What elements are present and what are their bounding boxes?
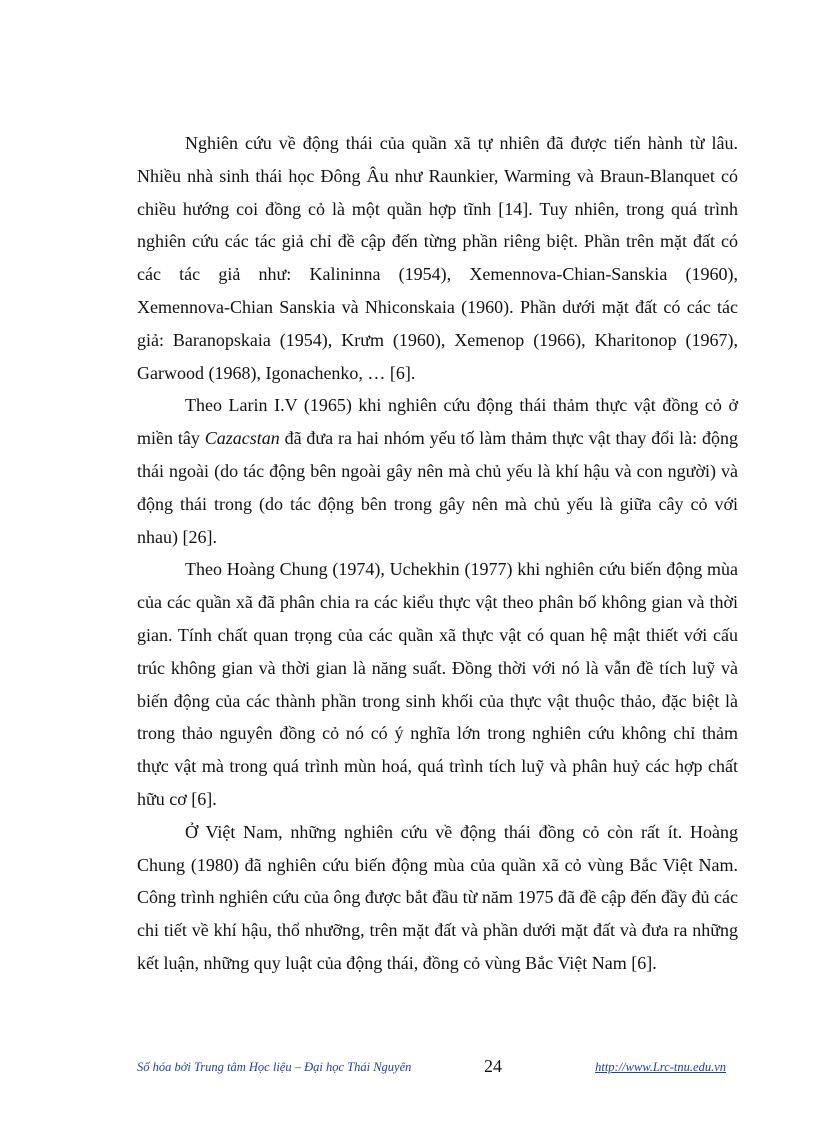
body-text <box>137 127 738 980</box>
page-footer <box>137 1056 738 1080</box>
italic-term-cazacstan: Cazacstan <box>204 428 280 449</box>
paragraph-1: Nghiên cứu về động thái của quần xã tự nhiên đã được tiến hành từ lâu. Nhiều nhà sinh thái học Đông Âu như Raunkier, Warming và Braun-Blanquet có chiều hướng coi đồng cỏ là một quần hợp tĩnh [14]. Tuy nhiên, trong quá trình nghiên cứu các tác giả chỉ đề cập đến từng phần riêng biệt. Phần trên mặt đất có các tác giả như: Kalininna (1954), Xemennova-Chian-Sanskia (1960), Xemennova-Chian Sanskia và Nhiconskaia (1960). Phần dưới mặt đất có các tác giả: Baranopskaia (1954), Krưm (1960), Xemenop (1966), Kharitonop (1967), Garwood (1968), Igonachenko, … [6]. <box>137 133 738 383</box>
footer-url-link[interactable]: http://www.Lrc-tnu.edu.vn <box>595 1060 726 1074</box>
paragraph-2 <box>137 389 738 553</box>
paragraph-2-lead: Theo Larin I.V (1965) khi nghiên cứu động thái thảm thực vật đồng cỏ ở miền tây <box>137 395 738 449</box>
footer-source: Số hóa bởi Trung tâm Học liệu – Đại học Thái Nguyên <box>137 1060 412 1074</box>
paragraph-3: Theo Hoàng Chung (1974), Uchekhin (1977) khi nghiên cứu biến động mùa của các quần xã đã phân chia ra các kiểu thực vật theo phân bố không gian và thời gian. Tính chất quan trọng của các quần xã thực vật có quan hệ mật thiết với cấu trúc không gian và thời gian là năng suất. Đồng thời với nó là vẫn đề tích luỹ và biến động của các thành phần trong sinh khối của thực vật thuộc thảo, đặc biệt là trong thảo nguyên đồng cỏ nó có ý nghĩa lớn trong nghiên cứu không chỉ thảm thực vật mà trong quá trình mùn hoá, quá trình tích luỹ và phân huỷ các hợp chất hữu cơ [6]. <box>137 559 738 809</box>
paragraph-4: Ở Việt Nam, những nghiên cứu về động thái đồng cỏ còn rất ít. Hoàng Chung (1980) đã nghiên cứu biến động mùa của quần xã cỏ vùng Bắc Việt Nam. Công trình nghiên cứu của ông được bắt đầu từ năm 1975 đã đề cập đến đầy đủ các chi tiết về khí hậu, thổ nhưỡng, trên mặt đất và phần dưới mặt đất và đưa ra những kết luận, những quy luật của động thái, đồng cỏ vùng Bắc Việt Nam [6]. <box>137 821 738 973</box>
page-number: 24 <box>484 1056 502 1076</box>
paragraph-2-rest: đã đưa ra hai nhóm yếu tố làm thảm thực vật thay đổi là: động thái ngoài (do tác động bên ngoài gây nên mà chủ yếu là khí hậu và con người) và động thái trong (do tác động bên trong gây nên mà chủ yếu là giữa cây cỏ với nhau) [26]. <box>137 428 738 547</box>
